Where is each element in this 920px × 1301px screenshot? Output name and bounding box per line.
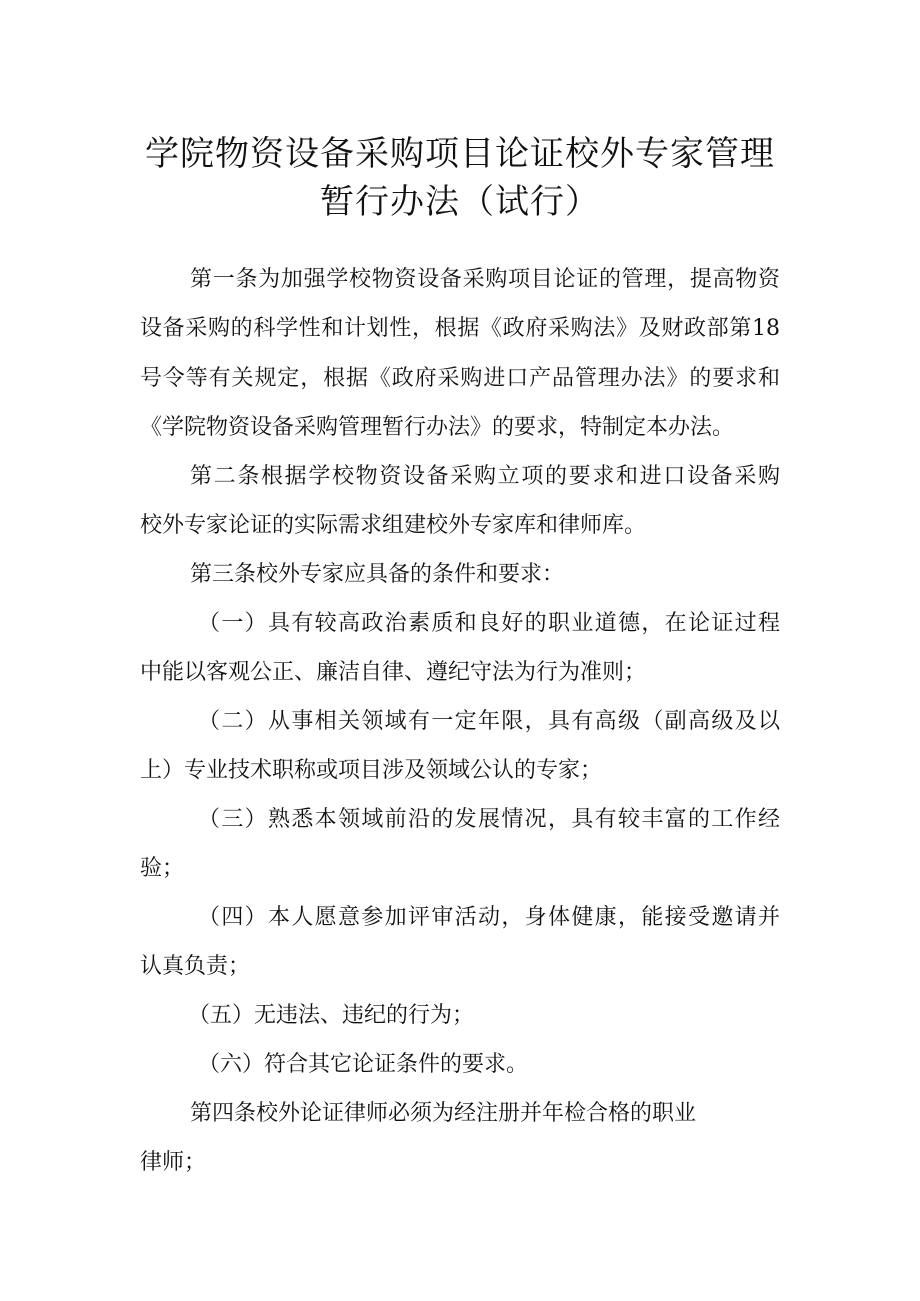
article-1-line-3: 号令等有关规定，根据《政府采购进口产品管理办法》的要求和	[140, 366, 780, 391]
article-3-heading: 第三条校外专家应具备的条件和要求：	[190, 562, 565, 587]
article-4-line-2: 律师；	[140, 1150, 207, 1175]
article-3-item-4-line-1: （四）本人愿意参加评审活动，身体健康，能接受邀请并	[198, 905, 780, 930]
article-3-item-4-line-2: 认真负责；	[140, 954, 251, 979]
article-3-item-3-line-1: （三）熟悉本领域前沿的发展情况，具有较丰富的工作经	[198, 807, 780, 832]
document-title-line-1: 学院物资设备采购项目论证校外专家管理	[145, 134, 775, 174]
article-1-line-1: 第一条为加强学校物资设备采购项目论证的管理，提高物资	[190, 267, 780, 292]
article-4-line-1: 第四条校外论证律师必须为经注册并年检合格的职业	[190, 1101, 697, 1126]
article-3-item-2-line-2: 上）专业技术职称或项目涉及领域公认的专家；	[140, 758, 603, 783]
article-1-line-2: 设备采购的科学性和计划性，根据《政府采购法》及财政部第18	[140, 316, 780, 341]
article-3-item-3-line-2: 验；	[140, 856, 185, 881]
article-3-item-1-line-1: （一）具有较高政治素质和良好的职业道德，在论证过程	[198, 611, 780, 636]
article-3-item-6: （六）符合其它论证条件的要求。	[198, 1052, 529, 1077]
document-title-line-2: 暂行办法（试行）	[320, 182, 600, 222]
article-3-item-2-line-1: （二）从事相关领域有一定年限，具有高级（副高级及以	[198, 709, 780, 734]
article-2-line-1: 第二条根据学校物资设备采购立项的要求和进口设备采购	[190, 464, 780, 489]
article-3-item-5: （五）无违法、违纪的行为；	[188, 1003, 475, 1028]
article-2-line-2: 校外专家论证的实际需求组建校外专家库和律师库。	[140, 513, 647, 538]
article-1-line-4: 《学院物资设备采购管理暂行办法》的要求，特制定本办法。	[140, 415, 735, 440]
article-3-item-1-line-2: 中能以客观公正、廉洁自律、遵纪守法为行为准则；	[140, 660, 647, 685]
